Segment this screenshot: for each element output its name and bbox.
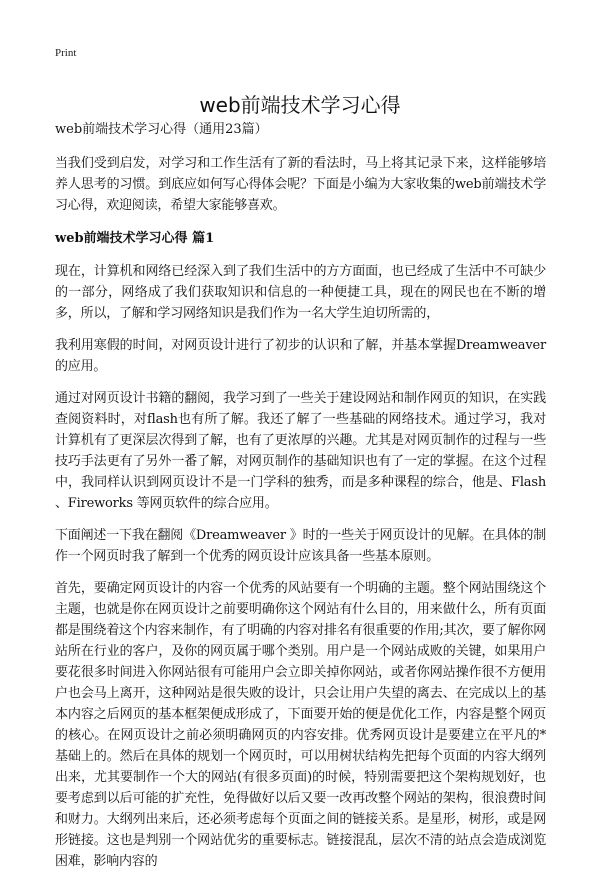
body-paragraph: 我利用寒假的时间，对网页设计进行了初步的认识和了解，并基本掌握Dreamweaver 的应用。 <box>55 338 546 374</box>
document-title: web前端技术学习心得 <box>199 93 401 118</box>
print-link[interactable]: Print <box>55 47 77 59</box>
document-body <box>55 121 546 883</box>
body-paragraph: 首先，要确定网页设计的内容一个优秀的风站要有一个明确的主题。整个网站围绕这个主题，也就是你在网页设计之前要明确你这个网站有什么目的，用来做什么，所有页面都是围绕着这个内容来制作，有了明确的内容对排名有很重要的作用;其次，要了解你网站所在行业的客户，及你的网页属于哪个类别。用户是一个网站成败的关键，如果用户要花很多时间进入你网站很有可能用户会立即关掉你网站，或者你网站操作很不方便用户也会马上离开，这种网站是很失败的设计，只会让用户失望的离去、在完成以上的基本内容之后网页的基本框架便成形成了，下面要开始的便是优化工作，内容是整个网页的核心。在网页设计之前必须明确网页的内容安排。优秀网页设计是要建立在平凡的*基础上的。然后在具体的规划一个网页时，可以用树状结构先把每个页面的内容大纲列出来，尤其要制作一个大的网站(有很多页面)的时候，特别需要把这个架构规划好，也要考虑到以后可能的扩充性，免得做好以后又要一改再改整个网站的架构，很浪费时间和财力。大纲列出来后，还必须考虑每个页面之间的链接关系。是星形，树形，或是网形链接。这也是判别一个网站优劣的重要标志。链接混乱，层次不清的站点会造成浏览困难，影响内容的 <box>55 581 546 869</box>
document-subtitle: web前端技术学习心得（通用23篇） <box>55 122 268 137</box>
body-paragraph: 现在，计算机和网络已经深入到了我们生活中的方方面面，也已经成了生活中不可缺少的一部分，网络成了我们获取知识和信息的一种便捷工具，现在的网民也在不断的增多，所以，了解和学习网络知识是我们作为一名大学生迫切所需的， <box>55 264 546 321</box>
section-heading: web前端技术学习心得 篇1 <box>55 231 215 246</box>
intro-paragraph: 当我们受到启发，对学习和工作生活有了新的看法时，马上将其记录下来，这样能够培养人思考的习惯。到底应如何写心得体会呢？下面是小编为大家收集的web前端技术学习心得，欢迎阅读，希望大家能够喜欢。 <box>55 156 546 213</box>
body-paragraph: 下面阐述一下我在翻阅《Dreamweaver 》时的一些关于网页设计的见解。在具体的制作一个网页时我了解到一个优秀的网页设计应该具备一些基本原则。 <box>55 528 546 564</box>
body-paragraph: 通过对网页设计书籍的翻阅，我学习到了一些关于建设网站和制作网页的知识，在实践查阅资料时，对flash也有所了解。我还了解了一些基础的网络技术。通过学习，我对计算机有了更深层次得到了解，也有了更浓厚的兴趣。尤其是对网页制作的过程与一些技巧手法更有了另外一番了解，对网页制作的基础知识也有了一定的掌握。在这个过程中，我同样认识到网页设计不是一门学科的独秀，而是多种课程的综合，他是、Flash 、Fireworks 等网页软件的综合应用。 <box>55 391 546 511</box>
